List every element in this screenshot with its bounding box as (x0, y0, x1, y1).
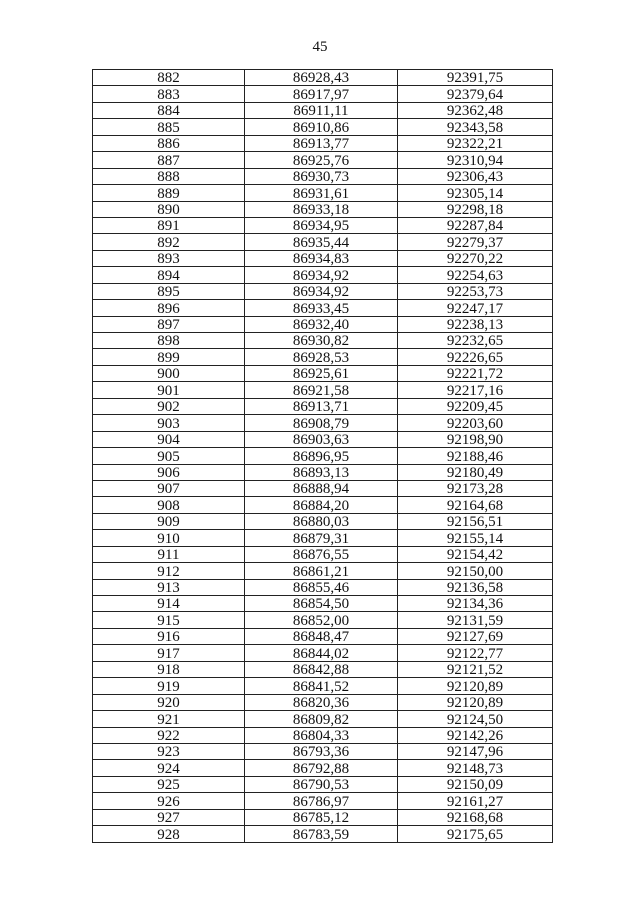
point-number-cell: 915 (93, 612, 245, 628)
table-row (93, 283, 553, 299)
y-coordinate-cell: 92306,43 (398, 168, 553, 184)
x-coordinate-cell: 86930,73 (245, 168, 398, 184)
table-row (93, 760, 553, 776)
point-number-cell: 886 (93, 135, 245, 151)
point-number-cell: 897 (93, 316, 245, 332)
point-number-cell: 914 (93, 596, 245, 612)
y-coordinate-cell: 92127,69 (398, 628, 553, 644)
table-row (93, 645, 553, 661)
y-coordinate-cell: 92254,63 (398, 267, 553, 283)
y-coordinate-cell: 92154,42 (398, 546, 553, 562)
point-number-cell: 922 (93, 727, 245, 743)
table-row (93, 333, 553, 349)
point-number-cell: 890 (93, 201, 245, 217)
point-number-cell: 893 (93, 250, 245, 266)
x-coordinate-cell: 86820,36 (245, 694, 398, 710)
point-number-cell: 928 (93, 826, 245, 842)
point-number-cell: 895 (93, 283, 245, 299)
y-coordinate-cell: 92270,22 (398, 250, 553, 266)
point-number-cell: 905 (93, 448, 245, 464)
y-coordinate-cell: 92343,58 (398, 119, 553, 135)
table-row (93, 382, 553, 398)
y-coordinate-cell: 92238,13 (398, 316, 553, 332)
point-number-cell: 917 (93, 645, 245, 661)
point-number-cell: 898 (93, 333, 245, 349)
x-coordinate-cell: 86841,52 (245, 678, 398, 694)
y-coordinate-cell: 92156,51 (398, 513, 553, 529)
table-row (93, 102, 553, 118)
table-row (93, 513, 553, 529)
y-coordinate-cell: 92362,48 (398, 102, 553, 118)
table-row (93, 546, 553, 562)
y-coordinate-cell: 92203,60 (398, 415, 553, 431)
x-coordinate-cell: 86935,44 (245, 234, 398, 250)
x-coordinate-cell: 86888,94 (245, 480, 398, 496)
y-coordinate-cell: 92322,21 (398, 135, 553, 151)
point-number-cell: 891 (93, 217, 245, 233)
y-coordinate-cell: 92161,27 (398, 793, 553, 809)
y-coordinate-cell: 92175,65 (398, 826, 553, 842)
table-row (93, 398, 553, 414)
point-number-cell: 882 (93, 70, 245, 86)
point-number-cell: 911 (93, 546, 245, 562)
y-coordinate-cell: 92232,65 (398, 333, 553, 349)
y-coordinate-cell: 92164,68 (398, 497, 553, 513)
x-coordinate-cell: 86855,46 (245, 579, 398, 595)
y-coordinate-cell: 92147,96 (398, 743, 553, 759)
point-number-cell: 926 (93, 793, 245, 809)
y-coordinate-cell: 92221,72 (398, 365, 553, 381)
table-row (93, 217, 553, 233)
point-number-cell: 924 (93, 760, 245, 776)
x-coordinate-cell: 86913,77 (245, 135, 398, 151)
x-coordinate-cell: 86876,55 (245, 546, 398, 562)
x-coordinate-cell: 86879,31 (245, 530, 398, 546)
x-coordinate-cell: 86913,71 (245, 398, 398, 414)
point-number-cell: 889 (93, 185, 245, 201)
y-coordinate-cell: 92198,90 (398, 431, 553, 447)
table-row (93, 793, 553, 809)
y-coordinate-cell: 92150,00 (398, 563, 553, 579)
y-coordinate-cell: 92253,73 (398, 283, 553, 299)
x-coordinate-cell: 86917,97 (245, 86, 398, 102)
x-coordinate-cell: 86934,92 (245, 267, 398, 283)
x-coordinate-cell: 86793,36 (245, 743, 398, 759)
x-coordinate-cell: 86932,40 (245, 316, 398, 332)
y-coordinate-cell: 92155,14 (398, 530, 553, 546)
table-row (93, 267, 553, 283)
point-number-cell: 907 (93, 480, 245, 496)
x-coordinate-cell: 86852,00 (245, 612, 398, 628)
table-row (93, 365, 553, 381)
point-number-cell: 916 (93, 628, 245, 644)
x-coordinate-cell: 86792,88 (245, 760, 398, 776)
x-coordinate-cell: 86880,03 (245, 513, 398, 529)
table-row (93, 612, 553, 628)
coordinates-table-body (93, 70, 553, 843)
point-number-cell: 920 (93, 694, 245, 710)
point-number-cell: 906 (93, 464, 245, 480)
table-row (93, 448, 553, 464)
table-row (93, 694, 553, 710)
table-row (93, 70, 553, 86)
table-row (93, 415, 553, 431)
x-coordinate-cell: 86842,88 (245, 661, 398, 677)
table-row (93, 563, 553, 579)
x-coordinate-cell: 86804,33 (245, 727, 398, 743)
y-coordinate-cell: 92279,37 (398, 234, 553, 250)
table-row (93, 185, 553, 201)
table-row (93, 250, 553, 266)
table-row (93, 480, 553, 496)
point-number-cell: 902 (93, 398, 245, 414)
table-row (93, 316, 553, 332)
y-coordinate-cell: 92379,64 (398, 86, 553, 102)
table-row (93, 743, 553, 759)
point-number-cell: 899 (93, 349, 245, 365)
x-coordinate-cell: 86848,47 (245, 628, 398, 644)
point-number-cell: 925 (93, 776, 245, 792)
page-number: 45 (312, 39, 328, 55)
x-coordinate-cell: 86910,86 (245, 119, 398, 135)
table-row (93, 727, 553, 743)
x-coordinate-cell: 86911,11 (245, 102, 398, 118)
y-coordinate-cell: 92150,09 (398, 776, 553, 792)
x-coordinate-cell: 86903,63 (245, 431, 398, 447)
point-number-cell: 913 (93, 579, 245, 595)
x-coordinate-cell: 86854,50 (245, 596, 398, 612)
point-number-cell: 894 (93, 267, 245, 283)
point-number-cell: 892 (93, 234, 245, 250)
point-number-cell: 923 (93, 743, 245, 759)
point-number-cell: 884 (93, 102, 245, 118)
y-coordinate-cell: 92209,45 (398, 398, 553, 414)
point-number-cell: 921 (93, 711, 245, 727)
x-coordinate-cell: 86884,20 (245, 497, 398, 513)
y-coordinate-cell: 92287,84 (398, 217, 553, 233)
x-coordinate-cell: 86785,12 (245, 809, 398, 825)
y-coordinate-cell: 92121,52 (398, 661, 553, 677)
point-number-cell: 904 (93, 431, 245, 447)
y-coordinate-cell: 92247,17 (398, 300, 553, 316)
y-coordinate-cell: 92134,36 (398, 596, 553, 612)
x-coordinate-cell: 86844,02 (245, 645, 398, 661)
x-coordinate-cell: 86934,95 (245, 217, 398, 233)
table-row (93, 86, 553, 102)
y-coordinate-cell: 92148,73 (398, 760, 553, 776)
y-coordinate-cell: 92142,26 (398, 727, 553, 743)
table-row (93, 431, 553, 447)
x-coordinate-cell: 86925,61 (245, 365, 398, 381)
x-coordinate-cell: 86925,76 (245, 152, 398, 168)
point-number-cell: 896 (93, 300, 245, 316)
table-row (93, 826, 553, 842)
y-coordinate-cell: 92122,77 (398, 645, 553, 661)
y-coordinate-cell: 92217,16 (398, 382, 553, 398)
y-coordinate-cell: 92173,28 (398, 480, 553, 496)
table-row (93, 300, 553, 316)
point-number-cell: 903 (93, 415, 245, 431)
x-coordinate-cell: 86786,97 (245, 793, 398, 809)
y-coordinate-cell: 92298,18 (398, 201, 553, 217)
table-row (93, 152, 553, 168)
table-row (93, 711, 553, 727)
x-coordinate-cell: 86783,59 (245, 826, 398, 842)
x-coordinate-cell: 86930,82 (245, 333, 398, 349)
y-coordinate-cell: 92188,46 (398, 448, 553, 464)
y-coordinate-cell: 92124,50 (398, 711, 553, 727)
table-row (93, 464, 553, 480)
table-row (93, 497, 553, 513)
point-number-cell: 912 (93, 563, 245, 579)
x-coordinate-cell: 86931,61 (245, 185, 398, 201)
point-number-cell: 885 (93, 119, 245, 135)
point-number-cell: 883 (93, 86, 245, 102)
y-coordinate-cell: 92168,68 (398, 809, 553, 825)
point-number-cell: 900 (93, 365, 245, 381)
coordinates-table (92, 69, 553, 843)
x-coordinate-cell: 86934,83 (245, 250, 398, 266)
x-coordinate-cell: 86928,53 (245, 349, 398, 365)
x-coordinate-cell: 86908,79 (245, 415, 398, 431)
point-number-cell: 887 (93, 152, 245, 168)
x-coordinate-cell: 86933,18 (245, 201, 398, 217)
x-coordinate-cell: 86896,95 (245, 448, 398, 464)
table-row (93, 349, 553, 365)
x-coordinate-cell: 86861,21 (245, 563, 398, 579)
table-row (93, 234, 553, 250)
table-row (93, 135, 553, 151)
table-row (93, 596, 553, 612)
x-coordinate-cell: 86933,45 (245, 300, 398, 316)
point-number-cell: 919 (93, 678, 245, 694)
y-coordinate-cell: 92226,65 (398, 349, 553, 365)
point-number-cell: 910 (93, 530, 245, 546)
table-row (93, 168, 553, 184)
y-coordinate-cell: 92136,58 (398, 579, 553, 595)
y-coordinate-cell: 92120,89 (398, 694, 553, 710)
y-coordinate-cell: 92180,49 (398, 464, 553, 480)
point-number-cell: 908 (93, 497, 245, 513)
y-coordinate-cell: 92391,75 (398, 70, 553, 86)
x-coordinate-cell: 86809,82 (245, 711, 398, 727)
table-row (93, 776, 553, 792)
table-row (93, 628, 553, 644)
y-coordinate-cell: 92305,14 (398, 185, 553, 201)
table-row (93, 661, 553, 677)
table-row (93, 809, 553, 825)
x-coordinate-cell: 86921,58 (245, 382, 398, 398)
y-coordinate-cell: 92310,94 (398, 152, 553, 168)
point-number-cell: 901 (93, 382, 245, 398)
point-number-cell: 888 (93, 168, 245, 184)
x-coordinate-cell: 86934,92 (245, 283, 398, 299)
table-row (93, 530, 553, 546)
point-number-cell: 909 (93, 513, 245, 529)
table-row (93, 119, 553, 135)
table-row (93, 579, 553, 595)
point-number-cell: 918 (93, 661, 245, 677)
x-coordinate-cell: 86893,13 (245, 464, 398, 480)
y-coordinate-cell: 92120,89 (398, 678, 553, 694)
point-number-cell: 927 (93, 809, 245, 825)
table-row (93, 201, 553, 217)
table-row (93, 678, 553, 694)
x-coordinate-cell: 86790,53 (245, 776, 398, 792)
x-coordinate-cell: 86928,43 (245, 70, 398, 86)
y-coordinate-cell: 92131,59 (398, 612, 553, 628)
